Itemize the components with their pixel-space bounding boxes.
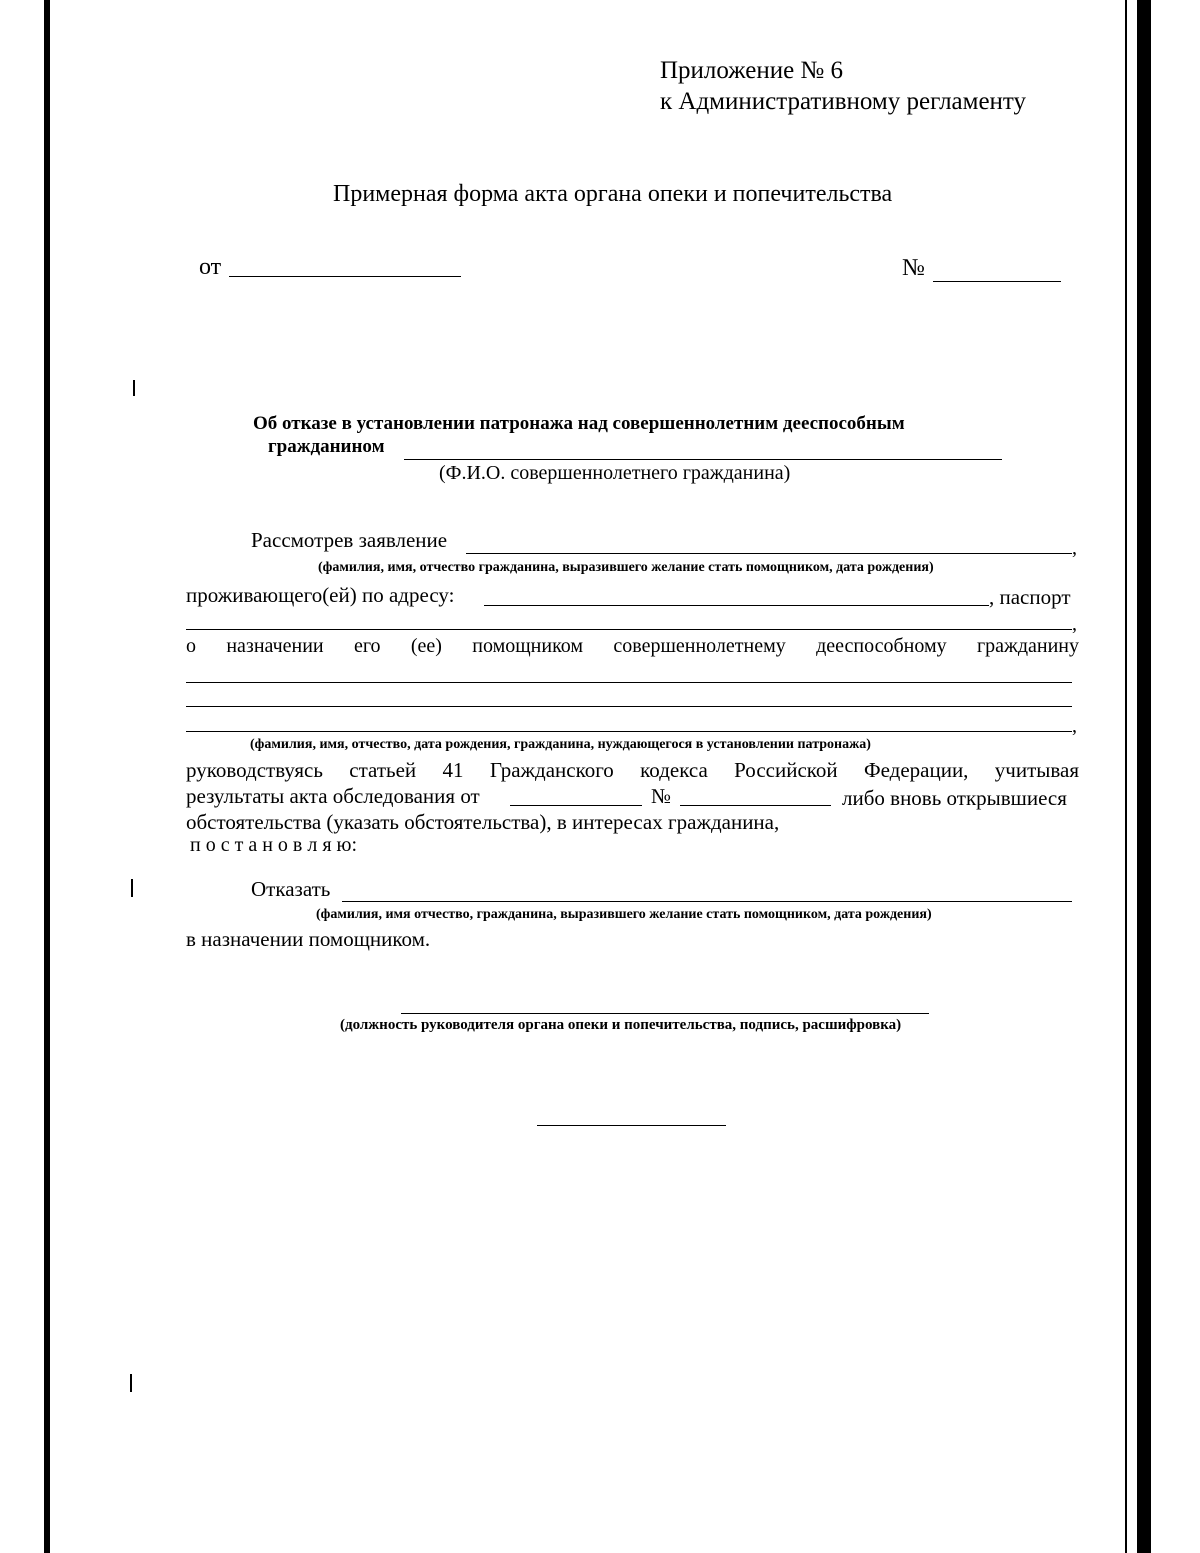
date-field[interactable]	[229, 276, 461, 277]
number-field[interactable]	[933, 281, 1061, 282]
guided-text: руководствуясь статьей 41 Гражданского кодекса Российской Федерации, учитывая	[186, 758, 1079, 782]
page-title: Примерная форма акта органа опеки и попечительства	[333, 181, 893, 207]
refused-applicant-field[interactable]	[342, 901, 1072, 902]
citizen-details-line-3[interactable]	[186, 731, 1072, 732]
inspection-number-field[interactable]	[680, 805, 831, 806]
signature-field[interactable]	[401, 1013, 929, 1014]
caption-refused-applicant: (фамилия, имя отчество, гражданина, выразившего желание стать помощником, дата рождения)	[316, 907, 932, 922]
address-field[interactable]	[484, 605, 989, 606]
circumstances-text: обстоятельства (указать обстоятельства), в интересах гражданина,	[186, 810, 780, 834]
inspection-date-field[interactable]	[510, 805, 642, 806]
caption-citizen-details: (фамилия, имя, отчество, дата рождения, гражданина, нуждающегося в установлении патронажа)	[250, 737, 871, 752]
appointment-text: о назначении его (ее) помощником совершеннолетнему дееспособному гражданину	[186, 635, 1079, 657]
scan-edge-right-thin	[1125, 0, 1127, 1553]
scan-edge-left	[44, 0, 50, 1553]
citizen-name-field[interactable]	[404, 459, 1002, 460]
applicant-field[interactable]	[466, 553, 1072, 554]
scan-edge-right	[1137, 0, 1151, 1553]
inspection-number-label: №	[651, 784, 672, 808]
decision-tail: в назначении помощником.	[186, 927, 431, 951]
caption-citizen-name: (Ф.И.О. совершеннолетнего гражданина)	[439, 462, 791, 484]
citizen-details-line-2[interactable]	[186, 706, 1072, 707]
comma: ,	[1072, 613, 1077, 635]
residing-label: проживающего(ей) по адресу:	[186, 583, 455, 607]
refuse-label: Отказать	[251, 877, 331, 901]
citizen-details-line-1[interactable]	[186, 682, 1072, 683]
appendix-number: Приложение № 6	[660, 57, 844, 84]
caption-applicant: (фамилия, имя, отчество гражданина, выразившего желание стать помощником, дата рождения)	[318, 560, 934, 575]
results-tail: либо вновь открывшиеся	[842, 786, 1067, 810]
scan-speck	[130, 1374, 132, 1392]
scan-speck	[131, 879, 133, 897]
comma: ,	[1072, 537, 1077, 559]
subject-line-2: гражданином	[268, 436, 385, 457]
date-label: от	[199, 254, 222, 280]
caption-signature: (должность руководителя органа опеки и попечительства, подпись, расшифровка)	[340, 1017, 902, 1033]
scan-speck	[133, 380, 135, 396]
considered-label: Рассмотрев заявление	[251, 528, 448, 552]
passport-field[interactable]	[186, 629, 1072, 630]
passport-label: , паспорт	[989, 585, 1071, 609]
number-label: №	[902, 255, 925, 281]
results-label: результаты акта обследования от	[186, 784, 480, 808]
closing-rule	[537, 1125, 726, 1126]
comma: ,	[1072, 715, 1077, 737]
subject-line-1: Об отказе в установлении патронажа над совершеннолетним дееспособным	[253, 413, 905, 434]
appendix-regulation: к Административному регламенту	[660, 88, 1027, 115]
resolve-text: п о с т а н о в л я ю:	[190, 834, 358, 856]
